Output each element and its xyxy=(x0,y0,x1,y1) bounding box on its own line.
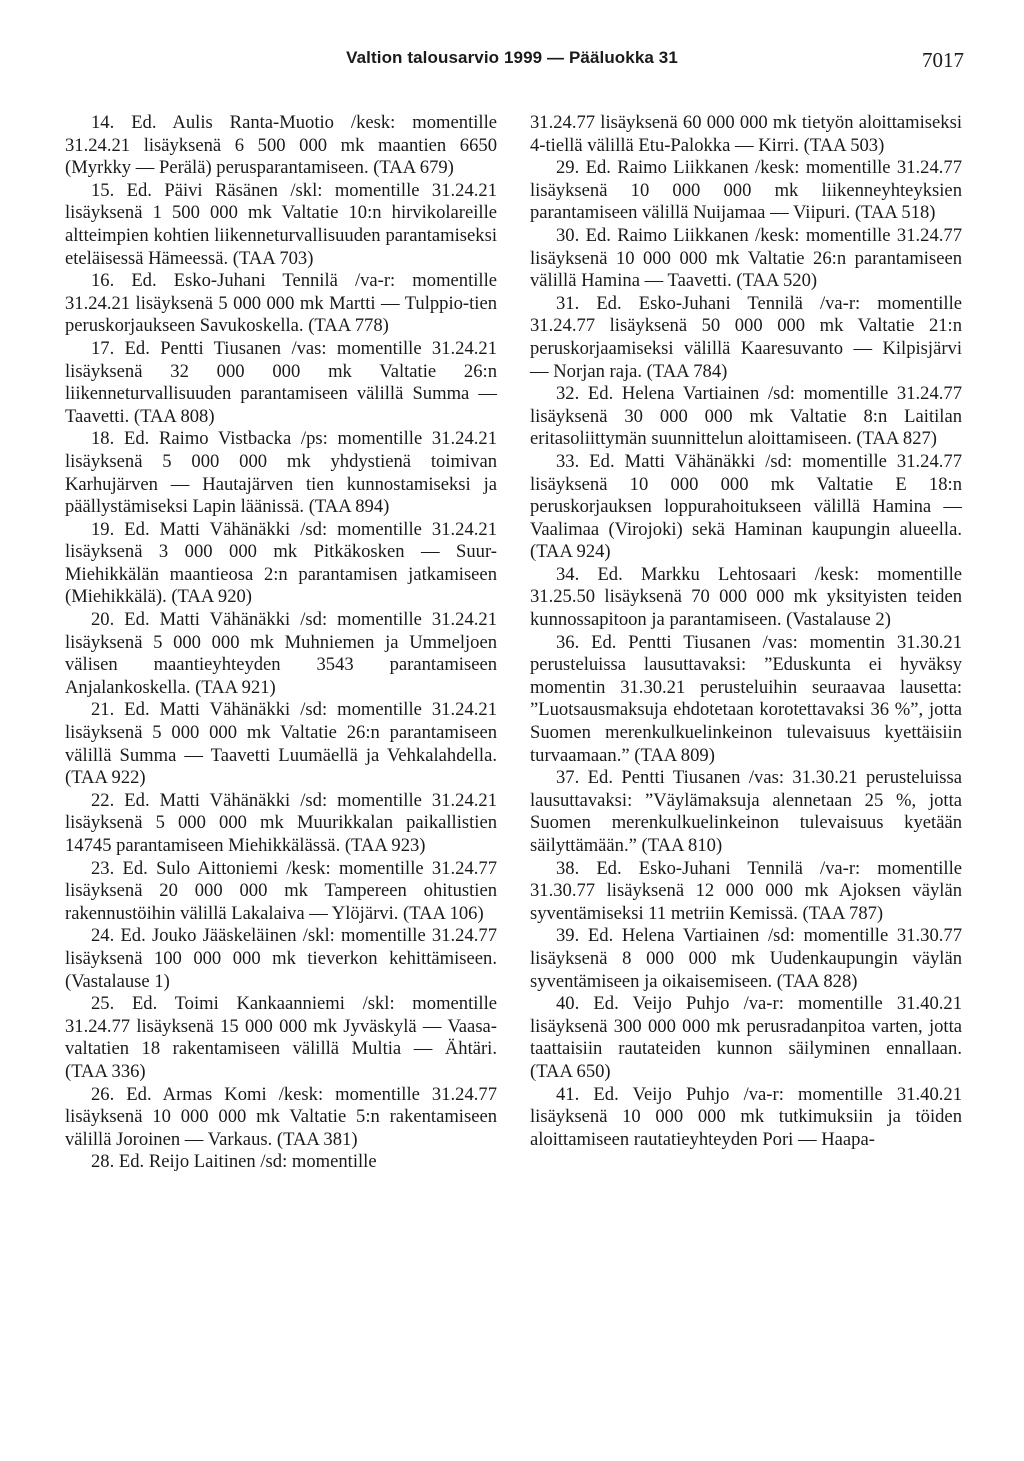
list-item: 29. Ed. Raimo Liikkanen /kesk: momentille 31.24.77 lisäyksenä 10 000 000 mk liikenneyhteyksien parantamiseen välillä Nuijamaa — Viipuri. (TAA 518) xyxy=(530,157,962,224)
running-title: Valtion talousarvio 1999 — Pääluokka 31 xyxy=(346,48,678,67)
list-item: 40. Ed. Veijo Puhjo /va-r: momentille 31.40.21 lisäyksenä 300 000 000 mk perusradanpitoa varten, jotta taattaisiin rautateiden kunnon säilyminen ennallaan. (TAA 650) xyxy=(530,993,962,1082)
list-item: 19. Ed. Matti Vähänäkki /sd: momentille 31.24.21 lisäyksenä 3 000 000 mk Pitkäkosken — Suur-Miehikkälän maantieosa 2:n parantamisen jatkamiseen (Miehikkälä). (TAA 920) xyxy=(65,518,497,608)
list-item: 33. Ed. Matti Vähänäkki /sd: momentille 31.24.77 lisäyksenä 10 000 000 mk Valtatie E 18:n peruskorjauksen loppurahoitukseen välillä Hamina — Vaalimaa (Virojoki) sekä Haminan kaupungin alueella. (TAA 924) xyxy=(530,450,962,563)
list-item: 24. Ed. Jouko Jääskeläinen /skl: momentille 31.24.77 lisäyksenä 100 000 000 mk tieverkon kehittämiseen. (Vastalause 1) xyxy=(65,925,497,992)
list-item: 36. Ed. Pentti Tiusanen /vas: momentin 31.30.21 perusteluissa lausuttavaksi: ”Eduskunta ei hyväksy momentin 31.30.21 perusteluihin seuraavaa lausetta: ”Luotsausmaksuja ehdotetaan korotettavaksi 36 %”, jotta Suomen merenkulkuelinkeinon tulevaisuus kyettäisiin turvaamaan.” (TAA 809) xyxy=(530,631,962,766)
list-item: 23. Ed. Sulo Aittoniemi /kesk: momentille 31.24.77 lisäyksenä 20 000 000 mk Tampereen ohitustien rakennustöihin välillä Lakalaiva — Ylöjärvi. (TAA 106) xyxy=(65,857,497,924)
right-column xyxy=(530,112,962,1151)
page-header xyxy=(60,48,964,78)
list-item: 39. Ed. Helena Vartiainen /sd: momentille 31.30.77 lisäyksenä 8 000 000 mk Uudenkaupungin väylän syventämiseen ja oikaisemiseen. (TAA 828) xyxy=(530,925,962,992)
list-item: 22. Ed. Matti Vähänäkki /sd: momentille 31.24.21 lisäyksenä 5 000 000 mk Muurikkalan paikallistien 14745 parantamiseen Miehikkälässä. (TAA 923) xyxy=(65,789,497,856)
list-item: 37. Ed. Pentti Tiusanen /vas: 31.30.21 perusteluissa lausuttavaksi: ”Väylämaksuja alennetaan 25 %, jotta Suomen merenkulkuelinkeinon tulevaisuus kyetään säilyttämään.” (TAA 810) xyxy=(530,767,962,856)
list-item: 16. Ed. Esko-Juhani Tennilä /va-r: momentille 31.24.21 lisäyksenä 5 000 000 mk Martti — Tulppio-tien peruskorjaukseen Savukoskella. (TAA 778) xyxy=(65,270,497,337)
list-item: 30. Ed. Raimo Liikkanen /kesk: momentille 31.24.77 lisäyksenä 10 000 000 mk Valtatie 26:n parantamiseen välillä Hamina — Taavetti. (TAA 520) xyxy=(530,224,962,292)
list-item: 18. Ed. Raimo Vistbacka /ps: momentille 31.24.21 lisäyksenä 5 000 000 mk yhdystienä toimivan Karhujärven — Hautajärven tien kunnostamiseksi ja päällystämiseksi Lapin läänissä. (TAA 894) xyxy=(65,428,497,518)
list-item-continuation: 31.24.77 lisäyksenä 60 000 000 mk tietyön aloittamiseksi 4-tiellä välillä Etu-Palokka — Kirri. (TAA 503) xyxy=(530,112,962,156)
list-item: 20. Ed. Matti Vähänäkki /sd: momentille 31.24.21 lisäyksenä 5 000 000 mk Muhniemen ja Ummeljoen välisen maantieyhteyden 3543 parantamiseen Anjalankoskella. (TAA 921) xyxy=(65,609,497,698)
list-item: 17. Ed. Pentti Tiusanen /vas: momentille 31.24.21 lisäyksenä 32 000 000 mk Valtatie 26:n liikenneturvallisuuden parantamiseen välillä Summa — Taavetti. (TAA 808) xyxy=(65,337,497,427)
list-item: 32. Ed. Helena Vartiainen /sd: momentille 31.24.77 lisäyksenä 30 000 000 mk Valtatie 8:n Laitilan eritasoliittymän suunnittelun aloittamiseen. (TAA 827) xyxy=(530,383,962,450)
list-item: 31. Ed. Esko-Juhani Tennilä /va-r: momentille 31.24.77 lisäyksenä 50 000 000 mk Valtatie 21:n peruskorjaamiseksi välillä Kaaresuvanto — Kilpisjärvi — Norjan raja. (TAA 784) xyxy=(530,292,962,382)
list-item: 21. Ed. Matti Vähänäkki /sd: momentille 31.24.21 lisäyksenä 5 000 000 mk Valtatie 26:n parantamiseen välillä Summa — Taavetti Luumäellä ja Vehkalahdella. (TAA 922) xyxy=(65,699,497,789)
list-item: 38. Ed. Esko-Juhani Tennilä /va-r: momentille 31.30.77 lisäyksenä 12 000 000 mk Ajoksen väylän syventämiseksi 11 metriin Kemissä. (TAA 787) xyxy=(530,857,962,924)
list-item: 15. Ed. Päivi Räsänen /skl: momentille 31.24.21 lisäyksenä 1 500 000 mk Valtatie 10:n hirvikolareille altteimpien kohtien liikenneturvallisuuden parantamiseksi eteläisessä Hämeessä. (TAA 703) xyxy=(65,179,497,269)
page-number: 7017 xyxy=(922,48,964,72)
list-item: 26. Ed. Armas Komi /kesk: momentille 31.24.77 lisäyksenä 10 000 000 mk Valtatie 5:n rakentamiseen välillä Joroinen — Varkaus. (TAA 381) xyxy=(65,1083,497,1150)
list-item: 25. Ed. Toimi Kankaanniemi /skl: momentille 31.24.77 lisäyksenä 15 000 000 mk Jyväskylä — Vaasa-valtatien 18 rakentamiseen välillä Multia — Ähtäri. (TAA 336) xyxy=(65,993,497,1082)
list-item: 34. Ed. Markku Lehtosaari /kesk: momentille 31.25.50 lisäyksenä 70 000 000 mk yksityisten teiden kunnossapitoon ja parantamiseen. (Vastalause 2) xyxy=(530,563,962,631)
list-item: 14. Ed. Aulis Ranta-Muotio /kesk: momentille 31.24.21 lisäyksenä 6 500 000 mk maantien 6650 (Myrkky — Perälä) perusparantamiseen. (TAA 679) xyxy=(65,112,497,179)
left-column xyxy=(65,112,497,1174)
list-item: 41. Ed. Veijo Puhjo /va-r: momentille 31.40.21 lisäyksenä 10 000 000 mk tutkimuksiin ja töiden aloittamiseen rautatieyhteyden Pori — Haapa- xyxy=(530,1083,962,1150)
list-item: 28. Ed. Reijo Laitinen /sd: momentille xyxy=(91,1151,377,1173)
